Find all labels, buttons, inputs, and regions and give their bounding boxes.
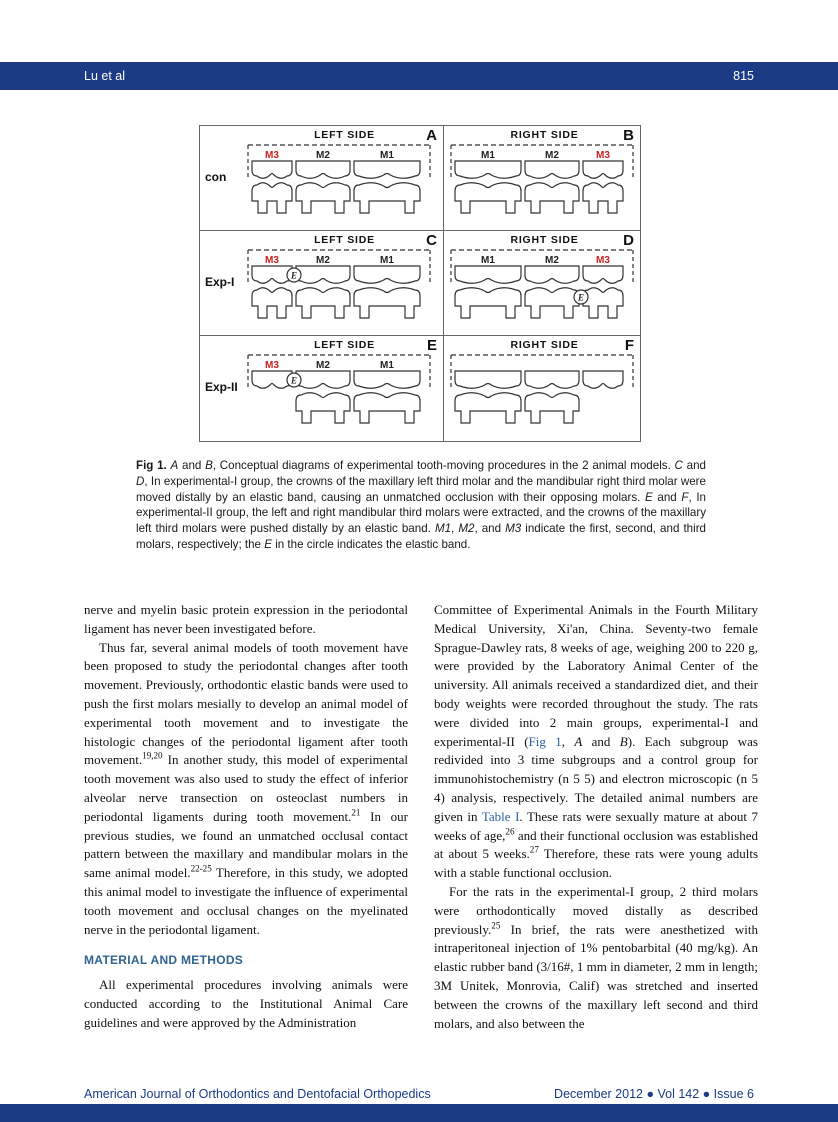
tooth-diagram bbox=[246, 248, 432, 324]
tooth-diagram bbox=[449, 248, 635, 324]
right-column bbox=[434, 601, 758, 1033]
figure-row bbox=[200, 336, 640, 441]
molar-label: M1 bbox=[380, 360, 394, 371]
figure-panel-d bbox=[444, 231, 640, 335]
elastic-band-symbol: E bbox=[577, 292, 585, 303]
body-paragraph: For the rats in the experimental-I group, 2 third molars were orthodontically moved distally as described previously.$^{25}$ In brief, the rats were anesthetized with intraperitoneal injection of 1% pentobarbital (40 mg/kg). An elastic rubber band (3/16#, 1 mm in diameter, 2 mm in length; 3M Unitek, Monrovia, Calif) was stretched and inserted between the crowns of the maxillary left second and third molars, and also between the bbox=[434, 883, 758, 1031]
side-label: RIGHT SIDE bbox=[510, 339, 579, 351]
molar-label: M2 bbox=[316, 255, 330, 266]
molar-label: M2 bbox=[316, 150, 330, 161]
figure-panel-b bbox=[444, 126, 640, 230]
body-paragraph: All experimental procedures involving animals were conducted according to the Institutional Animal Care guidelines and were approved by the Administration bbox=[84, 977, 408, 1030]
side-label: LEFT SIDE bbox=[314, 234, 375, 246]
figure-row bbox=[200, 126, 640, 231]
figure-panel-e bbox=[200, 336, 444, 441]
side-label: LEFT SIDE bbox=[314, 339, 375, 351]
italic-text: M1 bbox=[434, 522, 452, 536]
figure-panel-c bbox=[200, 231, 444, 335]
italic-text: A bbox=[170, 459, 179, 472]
reference-superscript: 26 bbox=[505, 826, 515, 837]
body-paragraph: nerve and myelin basic protein expression in the periodontal ligament has never been investigated before. bbox=[84, 602, 408, 636]
panel-letter: C bbox=[426, 232, 437, 249]
molar-label: M1 bbox=[380, 255, 394, 266]
side-label: LEFT SIDE bbox=[314, 129, 375, 141]
panel-letter: F bbox=[624, 337, 634, 354]
left-column bbox=[84, 601, 408, 1033]
article-body bbox=[84, 601, 758, 1033]
tooth-diagram bbox=[449, 353, 635, 429]
body-paragraph: Thus far, several animal models of tooth movement have been proposed to study the periodontal changes after tooth movement. Previously, orthodontic elastic bands were used to push the first molars mesially to develop an animal model of experimental tooth movement and to investigate the histologic changes of the periodontal ligament after tooth movement.$^{19,20}$ In another study, this model of experimental tooth movement was also used to study the effect of inferior alveolar nerve transection on osteoclast numbers in periodontal ligaments during tooth movement.$^{21}$ In our previous studies, we found an unmatched occlusal contact pattern between the maxillary and mandibular molars in the same animal model.$^{22-25}$ Therefore, in this study, we adopted this animal model to investigate the influence of experimental tooth movement and occlusal changes on the myelinated nerve in the periodontal ligament. bbox=[84, 639, 408, 937]
molar-label: M1 bbox=[380, 150, 394, 161]
running-head: Lu et al bbox=[84, 69, 126, 83]
molar-label: M2 bbox=[545, 150, 559, 161]
molar-label: M3 bbox=[265, 255, 279, 266]
page-number: 815 bbox=[733, 69, 754, 83]
italic-text: D bbox=[136, 474, 145, 488]
reference-superscript: 25 bbox=[491, 920, 501, 931]
figure-panel-a bbox=[200, 126, 444, 230]
figure-row-label: Exp-II bbox=[205, 380, 238, 394]
italic-text: F bbox=[681, 490, 689, 504]
italic-text: E bbox=[645, 490, 653, 504]
panel-letter: B bbox=[623, 127, 634, 144]
italic-text: M3 bbox=[505, 522, 522, 536]
elastic-band-symbol: E bbox=[290, 270, 298, 281]
panel-letter: E bbox=[426, 337, 437, 354]
italic-text: E bbox=[264, 537, 272, 551]
bold-text: Fig 1. bbox=[136, 459, 167, 472]
figure-row-label: Exp-I bbox=[205, 275, 235, 289]
panel-letter: A bbox=[426, 127, 437, 144]
figure-panel-f bbox=[444, 336, 640, 441]
italic-text: M2 bbox=[458, 522, 475, 536]
molar-label: M3 bbox=[265, 150, 279, 161]
italic-text: C bbox=[674, 459, 683, 472]
italic-text: A bbox=[574, 733, 583, 749]
page-footer bbox=[0, 1087, 838, 1101]
molar-label: M1 bbox=[481, 255, 495, 266]
side-label: RIGHT SIDE bbox=[510, 129, 579, 141]
italic-text: B bbox=[619, 733, 628, 749]
issue-info: December 2012 ● Vol 142 ● Issue 6 bbox=[554, 1087, 754, 1101]
side-label: RIGHT SIDE bbox=[510, 234, 579, 246]
right-column-paragraphs bbox=[434, 601, 758, 1033]
tooth-diagram bbox=[246, 353, 432, 429]
page-header-bar bbox=[0, 62, 838, 90]
section-heading-material-and-methods: MATERIAL AND METHODS bbox=[84, 953, 244, 968]
italic-text: B bbox=[205, 459, 213, 472]
molar-label: M2 bbox=[545, 255, 559, 266]
molar-label: M3 bbox=[596, 150, 610, 161]
reference-superscript: 21 bbox=[351, 807, 361, 818]
reference-superscript: 22-25 bbox=[190, 863, 212, 874]
reference-superscript: 19,20 bbox=[142, 751, 163, 762]
tooth-diagram bbox=[449, 143, 635, 219]
figure-row-label: con bbox=[205, 170, 227, 184]
molar-label: M3 bbox=[265, 360, 279, 371]
footer-bar bbox=[0, 1104, 838, 1122]
tooth-diagram bbox=[246, 143, 432, 219]
molar-label: M3 bbox=[596, 255, 610, 266]
body-paragraph: Committee of Experimental Animals in the Fourth Military Medical University, Xi'an, China. Seventy-two female Sprague-Dawley rats, 8 weeks of age, weighing 200 to 220 g, were provided by the Laboratory Animal Center of the university. All animals received a standardized diet, and their body weights were recorded throughout the study. The rats were divided into 2 main groups, experimental-I and experimental-II (Fig 1, A and B). Each subgroup was redivided into 3 time subgroups and a control group for immunohistochemistry (n 5 5) and electron microscopic (n 5 4) analysis, respectively. The detailed animal numbers are given in Table I. These rats were sexually mature at about 7 weeks of age,$^{26}$ and their functional occlusion was established at about 5 weeks.$^{27}$ Therefore, these rats were young adults with a stable functional occlusion. bbox=[434, 602, 758, 881]
cross-reference-link[interactable]: Fig 1 bbox=[528, 733, 562, 749]
molar-label: M2 bbox=[316, 360, 330, 371]
figure-caption: Fig 1. A and B, Conceptual diagrams of experimental tooth-moving procedures in the 2 animal models. C and D, In experimental-I group, the crowns of the maxillary left third molar and the mandibular right third molar were moved distally by an elastic band, causing an unmatched occlusion with their opposing molars. E and F, In experimental-II group, the left and right mandibular third molars were extracted, and the crowns of the maxillary left third molars were pushed distally by an elastic band. M1, M2, and M3 indicate the first, second, and third molars, respectively; the E in the circle indicates the elastic band. bbox=[136, 459, 706, 551]
cross-reference-link[interactable]: Table I bbox=[481, 808, 520, 824]
figure-1 bbox=[199, 125, 641, 442]
figure-row bbox=[200, 231, 640, 336]
panel-letter: D bbox=[623, 232, 634, 249]
left-column-paragraphs-after-heading bbox=[84, 976, 408, 1032]
elastic-band-symbol: E bbox=[290, 375, 298, 386]
figure-panels-grid bbox=[200, 126, 640, 441]
left-column-paragraphs bbox=[84, 601, 408, 939]
journal-title: American Journal of Orthodontics and Dentofacial Orthopedics bbox=[84, 1087, 431, 1101]
molar-label: M1 bbox=[481, 150, 495, 161]
reference-superscript: 27 bbox=[529, 845, 539, 856]
